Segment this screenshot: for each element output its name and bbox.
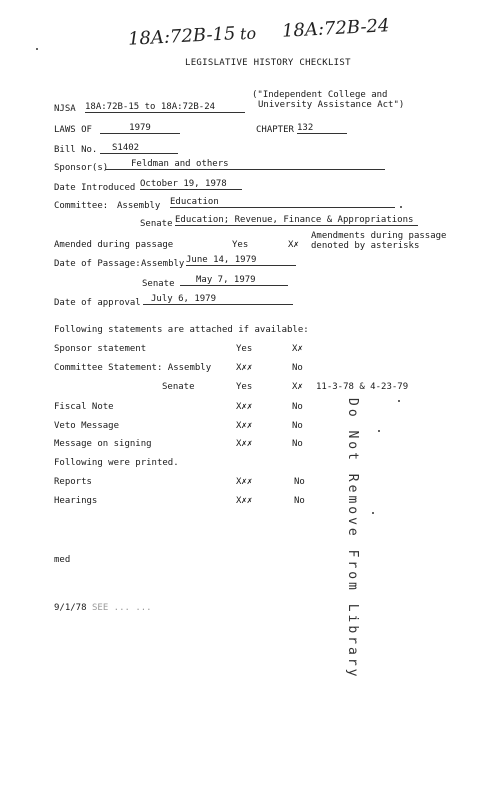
date-introduced-value: October 19, 1978 [140, 179, 242, 190]
committee-label: Committee: [54, 201, 109, 211]
laws-of-value: 1979 [100, 123, 180, 134]
committee-senate-label: Senate [140, 219, 173, 229]
njsa-value: 18A:72B-15 to 18A:72B-24 [85, 102, 245, 113]
statement-no: No [292, 363, 303, 373]
statement-label: Sponsor statement [54, 344, 147, 354]
chapter-label: CHAPTER [256, 125, 294, 135]
approval-label: Date of approval [54, 298, 141, 308]
approval-value: July 6, 1979 [143, 294, 293, 305]
handwritten-statute-end: 18A:72B-24 [281, 15, 390, 42]
printed-heading: Following were printed. [54, 458, 179, 468]
sponsor-value: Feldman and others [105, 159, 385, 170]
njsa-label: NJSA [54, 104, 76, 114]
bill-no-value: S1402 [100, 143, 178, 154]
act-name-line1: ("Independent College and [252, 90, 388, 100]
statement-no: No [292, 402, 303, 412]
statement-yes: X✗✗ [236, 402, 253, 412]
printed-no: No [294, 496, 305, 506]
statement-label: Committee Statement: Assembly [54, 363, 212, 373]
statement-label: Message on signing [54, 439, 152, 449]
page-title: LEGISLATIVE HISTORY CHECKLIST [185, 58, 351, 68]
amended-note-line1: Amendments during passage [311, 231, 447, 241]
committee-assembly-label: Assembly [117, 201, 161, 211]
passage-assembly-value: June 14, 1979 [186, 255, 296, 266]
statement-no: X✗ [292, 344, 303, 354]
attached-heading: Following statements are attached if available: [54, 325, 309, 335]
committee-senate-value: Education; Revenue, Finance & Appropriations [175, 215, 418, 226]
amended-yes: Yes [232, 240, 249, 250]
laws-of-label: LAWS OF [54, 125, 92, 135]
passage-senate-value: May 7, 1979 [180, 275, 288, 286]
footer-faint-text: SEE ... ... [92, 603, 152, 613]
scan-speck [398, 400, 400, 402]
statement-no: No [292, 439, 303, 449]
senate-statement-dates: 11-3-78 & 4-23-79 [316, 382, 409, 392]
statement-label: Veto Message [54, 421, 120, 431]
printed-yes: X✗✗ [236, 477, 253, 487]
passage-senate-label: Senate [142, 279, 175, 289]
statement-label: Fiscal Note [54, 402, 114, 412]
printed-no: No [294, 477, 305, 487]
statement-yes: Yes [236, 344, 253, 354]
scan-speck [372, 512, 374, 514]
handwritten-to: to [239, 23, 257, 44]
sponsor-label: Sponsor(s) [54, 163, 109, 173]
committee-assembly-value: Education [170, 197, 395, 208]
chapter-value: 132 [297, 123, 347, 134]
amended-no: X✗ [288, 240, 299, 250]
scan-speck [36, 48, 38, 50]
amended-note-line2: denoted by asterisks [311, 241, 420, 251]
statement-label: Senate [162, 382, 195, 392]
act-name-line2: University Assistance Act") [258, 100, 405, 110]
amended-label: Amended during passage [54, 240, 174, 250]
footer-initials: med [54, 555, 71, 565]
handwritten-statute-start: 18A:72B-15 [127, 23, 236, 50]
statement-yes: X✗✗ [236, 363, 253, 373]
bill-no-label: Bill No. [54, 145, 98, 155]
statement-no: No [292, 421, 303, 431]
passage-assembly-label: Assembly [141, 259, 185, 269]
statement-yes: Yes [236, 382, 253, 392]
statement-yes: X✗✗ [236, 439, 253, 449]
date-introduced-label: Date Introduced [54, 183, 136, 193]
printed-label: Reports [54, 477, 92, 487]
statement-yes: X✗✗ [236, 421, 253, 431]
passage-label: Date of Passage: [54, 259, 141, 269]
printed-yes: X✗✗ [236, 496, 253, 506]
printed-label: Hearings [54, 496, 98, 506]
scan-speck [378, 430, 380, 432]
library-stamp: Do Not Remove From Library [345, 398, 360, 680]
statement-no: X✗ [292, 382, 303, 392]
scan-speck [400, 206, 402, 208]
footer-date: 9/1/78 [54, 603, 87, 613]
